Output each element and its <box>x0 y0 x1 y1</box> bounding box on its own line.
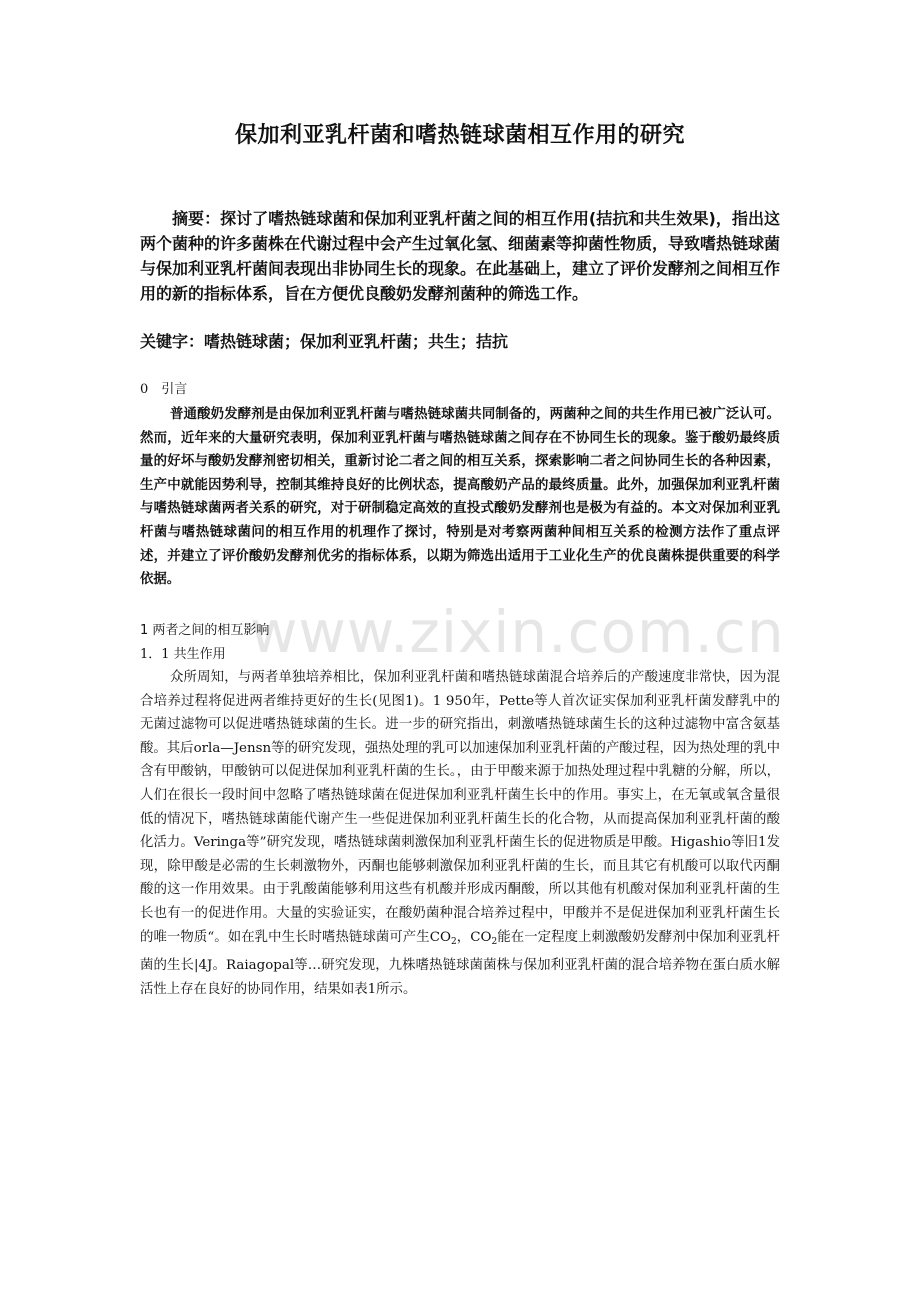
paragraph-text-part: ，CO <box>456 929 492 945</box>
paragraph-text-part: 众所周知，与两者单独培养相比，保加利亚乳杆菌和嗜热链球菌混合培养后的产酸速度非常快，因为混合培养过程将促进两者维持更好的生长(见图1)。1 950年，Pette等人首次证实保加利亚乳杆菌发酵乳中的无菌过滤物可以促进嗜热链球菌的生长。进一步的研究指出，刺激嗜热链球菌生长的这种过滤物中富含氨基酸。其后orla—Jensn等的研究发现，强热处理的乳可以加速保加利亚乳杆菌的产酸过程，因为热处理的乳中含有甲酸钠，甲酸钠可以促进保加利亚乳杆菌的生长。，由于甲酸来源于加热处理过程中乳糖的分解，所以，人们在很长一段时间中忽略了嗜热链球菌在促进保加利亚乳杆菌生长中的作用。事实上，在无氧或氧含量很低的情况下，嗜热链球菌能代谢产生一些促进保加利亚乳杆菌生长的化合物，从而提高保加利亚乳杆菌的酸化活力。Veringa等”研究发现，嗜热链球菌刺激保加利亚乳杆菌生长的促进物质是甲酸。Higashio等旧1发现，除甲酸是必需的生长刺激物外，丙酮也能够刺激保加利亚乳杆菌的生长，而且其它有机酸可以取代丙酮酸的这一作用效果。由于乳酸菌能够利用这些有机酸并形成丙酮酸，所以其他有机酸对保加利亚乳杆菌的生长也有一的促进作用。大量的实验证实，在酸奶菌种混合培养过程中，甲酸并不是促进保加利亚乳杆菌生长的唯一物质“。如在乳中生长时嗜热链球菌可产生CO <box>140 670 780 945</box>
paragraph-text-part: 能在一定程度上刺激酸奶发酵剂中保加利亚乳杆菌的生长|4J。Raiagopal等…研究发现，九株嗜热链球菌菌株与保加利亚乳杆菌的混合培养物在蛋白质水解活性上存在良好的协同作用，结果如表1所示。 <box>140 929 781 997</box>
subscript: 2 <box>450 936 457 947</box>
keywords-line: 关键字：嗜热链球菌；保加利亚乳杆菌；共生；拮抗 <box>140 332 509 351</box>
symbiosis-paragraph <box>140 666 780 1001</box>
section-heading-interaction: 1 两者之间的相互影响 <box>140 623 270 638</box>
watermark: www.zixin.com.cn <box>250 598 785 666</box>
subsection-heading-symbiosis: 1．1 共生作用 <box>140 647 226 662</box>
introduction-paragraph: 普通酸奶发酵剂是由保加利亚乳杆菌与嗜热链球菌共同制备的，两菌种之间的共生作用已被广泛认可。然而，近年来的大量研究表明，保加利亚乳杆菌与嗜热链球菌之间存在不协同生长的现象。鉴于酸奶最终质量的好坏与酸奶发酵剂密切相关，重新讨论二者之间的相互关系，探索影响二者之问协同生长的各种因素，生产中就能因势利导，控制其维持良好的比例状态，提高酸奶产品的最终质量。此外，加强保加利亚乳杆菌与嗜热链球菌两者关系的研究，对于研制稳定高效的直投式酸奶发酵剂也是极为有益的。本文对保加利亚乳杆菌与嗜热链球菌问的相互作用的机理作了探讨，特别是对考察两菌种间相互关系的检测方法作了重点评述，并建立了评价酸奶发酵剂优劣的指标体系，以期为筛选出适用于工业化生产的优良菌株提供重要的科学依据。 <box>140 407 780 588</box>
document-title: 保加利亚乳杆菌和嗜热链球菌相互作用的研究 <box>234 123 685 148</box>
section-heading-introduction: 0 引言 <box>140 382 188 397</box>
subscript: 2 <box>491 936 498 947</box>
abstract-paragraph: 摘要：探讨了嗜热链球菌和保加利亚乳杆菌之间的相互作用(拮抗和共生效果)，指出这两个菌种的许多菌株在代谢过程中会产生过氧化氢、细菌素等抑菌性物质，导致嗜热链球菌与保加利亚乳杆菌间表现出非协同生长的现象。在此基础上，建立了评价发酵剂之间相互作用的新的指标体系，旨在方便优良酸奶发酵剂菌种的筛选工作。 <box>140 209 781 303</box>
